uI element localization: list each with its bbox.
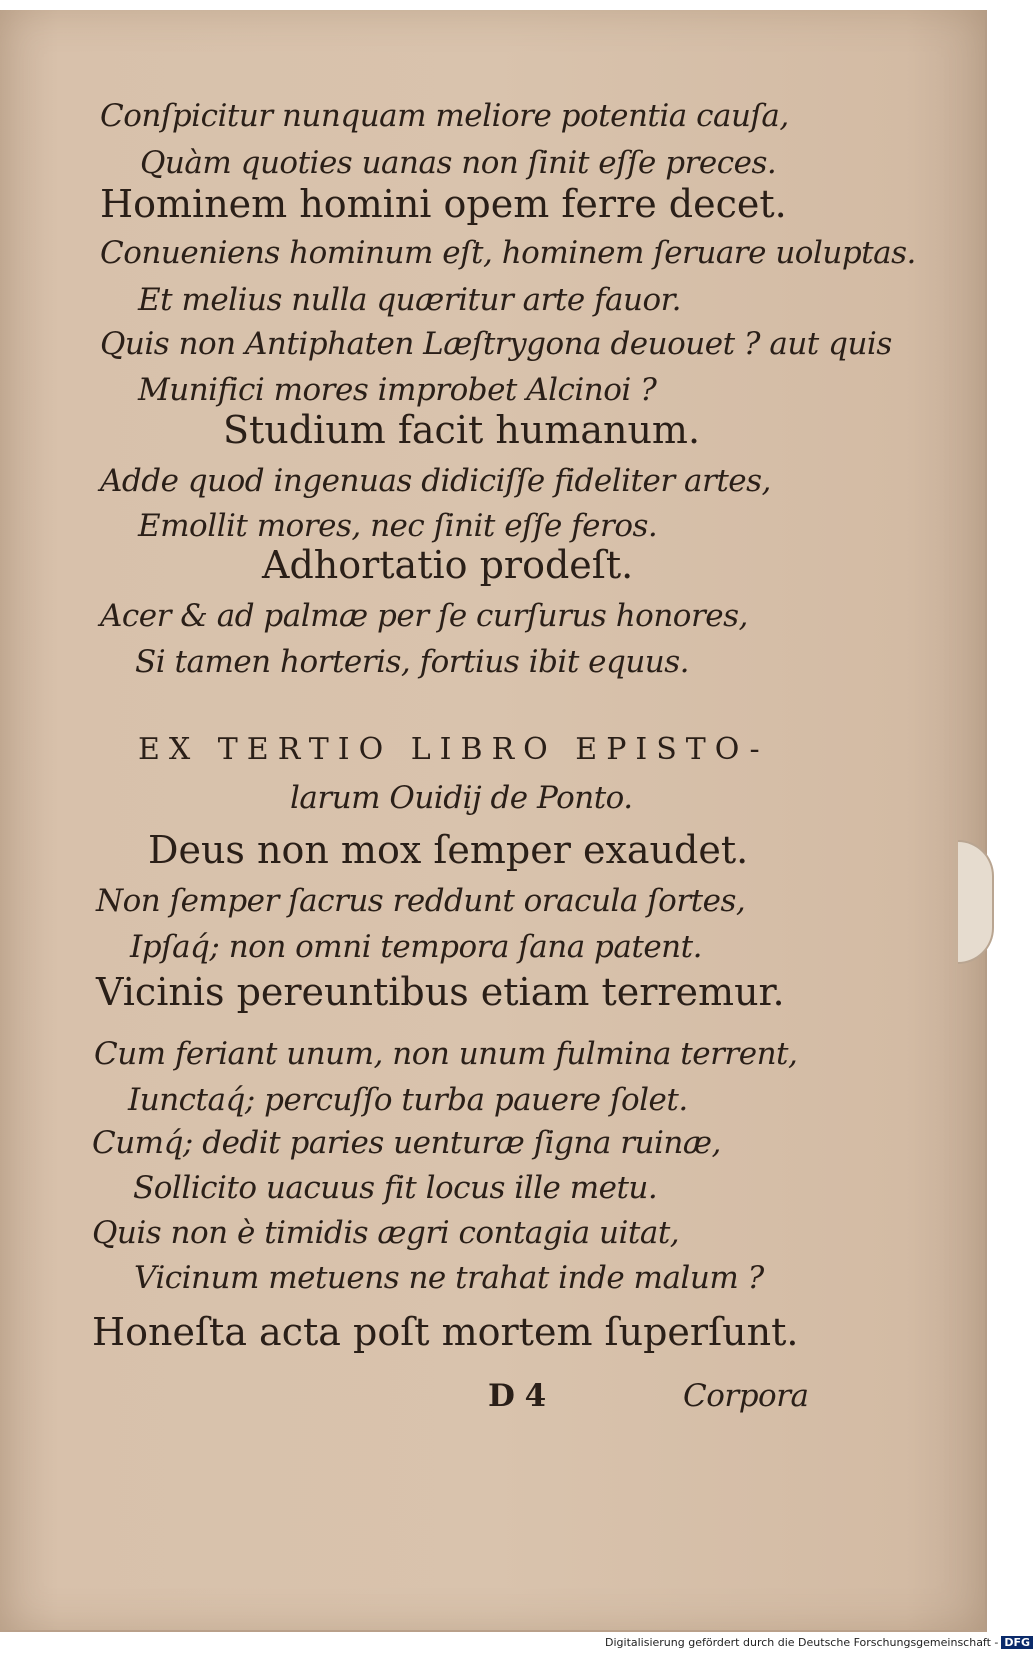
verse-line: Et melius nulla quæritur arte fauor. xyxy=(138,282,681,318)
verse-line: Quis non è timidis ægri contagia uitat, xyxy=(92,1215,680,1251)
verse-line: Non ſemper ſacrus reddunt oracula ſortes, xyxy=(96,883,746,919)
section-heading: Studium facit humanum. xyxy=(223,408,701,452)
verse-line: Conſpicitur nunquam meliore potentia cauſa, xyxy=(100,98,789,134)
verse-line: Munifici mores improbet Alcinoi ? xyxy=(138,372,657,408)
digitization-credit xyxy=(605,1636,1033,1649)
book-page xyxy=(0,10,987,1632)
verse-line: Emollit mores, nec ſinit eſſe feros. xyxy=(138,508,658,544)
verse-line: Conueniens hominum eſt, hominem ſeruare uoluptas. xyxy=(100,235,916,271)
section-heading: Honeſta acta poſt mortem ſuperſunt. xyxy=(92,1310,799,1354)
page-tab xyxy=(958,840,994,964)
chapter-title: EX TERTIO LIBRO EPISTO- xyxy=(138,732,769,767)
verse-line: Ipſaq́; non omni tempora ſana patent. xyxy=(130,929,702,965)
signature-mark: D 4 xyxy=(488,1378,546,1414)
verse-line: Cum feriant unum, non unum fulmina terrent, xyxy=(94,1036,798,1072)
section-heading: Vicinis pereuntibus etiam terremur. xyxy=(96,970,785,1014)
verse-line: Iunctaq́; percuſſo turba pauere ſolet. xyxy=(128,1082,688,1118)
section-heading: Hominem homini opem ferre decet. xyxy=(100,182,787,226)
verse-line: Quis non Antiphaten Læſtrygona deuouet ? aut quis xyxy=(100,326,892,362)
footer-text: Digitalisierung gefördert durch die Deutsche Forschungsgemeinschaft - xyxy=(605,1636,999,1649)
verse-line: Sollicito uacuus fit locus ille metu. xyxy=(133,1170,658,1206)
dfg-logo: DFG xyxy=(1001,1636,1033,1649)
verse-line: Si tamen horteris, fortius ibit equus. xyxy=(135,644,690,680)
catchword: Corpora xyxy=(683,1378,809,1414)
verse-line: Adde quod ingenuas didiciſſe fideliter artes, xyxy=(100,463,771,499)
verse-line: Quàm quoties uanas non ſinit eſſe preces. xyxy=(140,145,777,181)
verse-line: Vicinum metuens ne trahat inde malum ? xyxy=(134,1260,764,1296)
section-heading: Adhortatio prodeſt. xyxy=(262,543,634,587)
section-heading: Deus non mox ſemper exaudet. xyxy=(148,828,749,872)
verse-line: Cumq́; dedit paries uenturæ ſigna ruinæ, xyxy=(92,1125,721,1161)
chapter-subtitle: larum Ouidij de Ponto. xyxy=(290,780,633,816)
verse-line: Acer & ad palmæ per ſe curſurus honores, xyxy=(100,598,748,634)
